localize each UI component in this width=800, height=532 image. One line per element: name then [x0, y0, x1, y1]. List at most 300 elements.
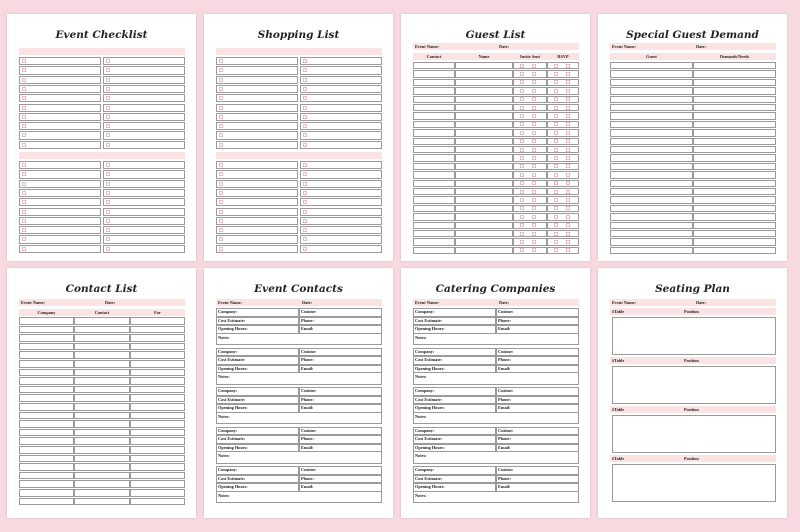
table-cell[interactable] — [413, 213, 455, 220]
list-line[interactable] — [103, 245, 185, 253]
table-cell[interactable] — [19, 334, 74, 342]
checkbox-icon[interactable] — [554, 114, 558, 118]
table-cell[interactable] — [693, 230, 776, 237]
list-line[interactable] — [300, 161, 382, 169]
list-line[interactable] — [103, 57, 185, 65]
checkbox-icon[interactable] — [520, 80, 524, 84]
checkbox-icon[interactable] — [532, 114, 536, 118]
checkbox-icon[interactable] — [554, 164, 558, 168]
checkbox-icon[interactable] — [106, 228, 110, 232]
checkbox-icon[interactable] — [520, 173, 524, 177]
checkbox-icon[interactable] — [520, 181, 524, 185]
list-line[interactable] — [300, 113, 382, 121]
list-line[interactable] — [300, 66, 382, 74]
checkbox-icon[interactable] — [106, 106, 110, 110]
table-cell[interactable] — [547, 70, 579, 77]
checkbox-icon[interactable] — [566, 164, 570, 168]
table-cell[interactable] — [74, 317, 130, 325]
list-line[interactable] — [19, 189, 101, 197]
checkbox-icon[interactable] — [303, 68, 307, 72]
checkbox-icon[interactable] — [303, 191, 307, 195]
list-line[interactable] — [19, 235, 101, 243]
list-line[interactable] — [19, 161, 101, 169]
table-cell[interactable] — [513, 238, 547, 245]
list-line[interactable] — [103, 104, 185, 112]
list-line[interactable] — [300, 170, 382, 178]
table-cell[interactable] — [413, 79, 455, 86]
checkbox-icon[interactable] — [219, 182, 223, 186]
checkbox-icon[interactable] — [554, 206, 558, 210]
list-line[interactable] — [19, 66, 101, 74]
checkbox-icon[interactable] — [566, 97, 570, 101]
checkbox-icon[interactable] — [566, 122, 570, 126]
checkbox-icon[interactable] — [520, 64, 524, 68]
table-cell[interactable] — [513, 230, 547, 237]
table-cell[interactable] — [513, 104, 547, 111]
table-cell[interactable] — [610, 104, 693, 111]
table-cell[interactable] — [19, 394, 74, 402]
checkbox-icon[interactable] — [219, 87, 223, 91]
checkbox-icon[interactable] — [219, 163, 223, 167]
table-cell[interactable] — [413, 238, 455, 245]
checkbox-icon[interactable] — [520, 223, 524, 227]
checkbox-icon[interactable] — [520, 114, 524, 118]
table-cell[interactable] — [547, 121, 579, 128]
list-line[interactable] — [103, 189, 185, 197]
list-line[interactable] — [216, 170, 298, 178]
checkbox-icon[interactable] — [303, 200, 307, 204]
table-cell[interactable] — [455, 129, 513, 136]
table-cell[interactable] — [547, 96, 579, 103]
table-cell[interactable] — [19, 326, 74, 334]
table-cell[interactable] — [413, 163, 455, 170]
list-line[interactable] — [216, 208, 298, 216]
table-cell[interactable] — [513, 79, 547, 86]
table-cell[interactable] — [610, 129, 693, 136]
checkbox-icon[interactable] — [532, 97, 536, 101]
checkbox-icon[interactable] — [22, 96, 26, 100]
table-cell[interactable] — [455, 96, 513, 103]
checkbox-icon[interactable] — [106, 143, 110, 147]
table-cell[interactable] — [413, 70, 455, 77]
checkbox-icon[interactable] — [520, 139, 524, 143]
table-cell[interactable] — [693, 104, 776, 111]
table-cell[interactable] — [455, 121, 513, 128]
table-cell[interactable] — [610, 205, 693, 212]
table-cell[interactable] — [513, 121, 547, 128]
table-cell[interactable] — [19, 480, 74, 488]
table-cell[interactable] — [74, 429, 130, 437]
checkbox-icon[interactable] — [106, 163, 110, 167]
table-cell[interactable] — [130, 472, 185, 480]
table-cell[interactable] — [74, 360, 130, 368]
checkbox-icon[interactable] — [566, 181, 570, 185]
checkbox-icon[interactable] — [106, 200, 110, 204]
table-cell[interactable] — [130, 489, 185, 497]
table-cell[interactable] — [547, 104, 579, 111]
table-cell[interactable] — [413, 146, 455, 153]
checkbox-icon[interactable] — [219, 191, 223, 195]
table-cell[interactable] — [610, 87, 693, 94]
checkbox-icon[interactable] — [520, 97, 524, 101]
checkbox-icon[interactable] — [22, 143, 26, 147]
checkbox-icon[interactable] — [520, 164, 524, 168]
table-cell[interactable] — [413, 196, 455, 203]
checkbox-icon[interactable] — [554, 248, 558, 252]
table-cell[interactable] — [513, 154, 547, 161]
table-cell[interactable] — [455, 213, 513, 220]
table-cell[interactable] — [19, 420, 74, 428]
table-cell[interactable] — [547, 163, 579, 170]
table-cell[interactable] — [74, 394, 130, 402]
table-cell[interactable] — [547, 112, 579, 119]
checkbox-icon[interactable] — [303, 247, 307, 251]
table-cell[interactable] — [693, 96, 776, 103]
table-cell[interactable] — [130, 455, 185, 463]
checkbox-icon[interactable] — [303, 163, 307, 167]
table-cell[interactable] — [19, 463, 74, 471]
checkbox-icon[interactable] — [566, 223, 570, 227]
checkbox-icon[interactable] — [520, 156, 524, 160]
checkbox-icon[interactable] — [219, 133, 223, 137]
checkbox-icon[interactable] — [106, 124, 110, 128]
table-cell[interactable] — [455, 222, 513, 229]
checkbox-icon[interactable] — [554, 89, 558, 93]
table-cell[interactable] — [513, 247, 547, 254]
checkbox-icon[interactable] — [303, 59, 307, 63]
table-cell[interactable] — [547, 129, 579, 136]
table-cell[interactable] — [130, 369, 185, 377]
checkbox-icon[interactable] — [219, 247, 223, 251]
table-cell[interactable] — [413, 188, 455, 195]
list-line[interactable] — [216, 131, 298, 139]
table-cell[interactable] — [455, 154, 513, 161]
table-cell[interactable] — [513, 213, 547, 220]
checkbox-icon[interactable] — [219, 115, 223, 119]
table-cell[interactable] — [413, 87, 455, 94]
checkbox-icon[interactable] — [303, 228, 307, 232]
list-line[interactable] — [216, 141, 298, 149]
checkbox-icon[interactable] — [22, 237, 26, 241]
list-line[interactable] — [216, 76, 298, 84]
table-cell[interactable] — [513, 163, 547, 170]
table-cell[interactable] — [455, 205, 513, 212]
table-cell[interactable] — [513, 129, 547, 136]
table-cell[interactable] — [693, 188, 776, 195]
list-line[interactable] — [300, 57, 382, 65]
table-cell[interactable] — [74, 412, 130, 420]
table-cell[interactable] — [413, 138, 455, 145]
checkbox-icon[interactable] — [554, 156, 558, 160]
list-line[interactable] — [216, 198, 298, 206]
table-cell[interactable] — [130, 446, 185, 454]
seating-box[interactable] — [612, 366, 776, 404]
checkbox-icon[interactable] — [554, 148, 558, 152]
checkbox-icon[interactable] — [566, 215, 570, 219]
list-line[interactable] — [103, 235, 185, 243]
checkbox-icon[interactable] — [106, 210, 110, 214]
checkbox-icon[interactable] — [520, 248, 524, 252]
table-cell[interactable] — [455, 163, 513, 170]
table-cell[interactable] — [610, 96, 693, 103]
table-cell[interactable] — [130, 480, 185, 488]
table-cell[interactable] — [74, 480, 130, 488]
checkbox-icon[interactable] — [554, 190, 558, 194]
checkbox-icon[interactable] — [554, 215, 558, 219]
table-cell[interactable] — [547, 87, 579, 94]
table-cell[interactable] — [130, 429, 185, 437]
table-cell[interactable] — [455, 196, 513, 203]
checkbox-icon[interactable] — [303, 219, 307, 223]
list-line[interactable] — [216, 226, 298, 234]
table-cell[interactable] — [19, 437, 74, 445]
checkbox-icon[interactable] — [219, 96, 223, 100]
checkbox-icon[interactable] — [566, 139, 570, 143]
table-cell[interactable] — [693, 171, 776, 178]
checkbox-icon[interactable] — [106, 96, 110, 100]
table-cell[interactable] — [130, 360, 185, 368]
table-cell[interactable] — [693, 213, 776, 220]
checkbox-icon[interactable] — [532, 106, 536, 110]
checkbox-icon[interactable] — [219, 200, 223, 204]
checkbox-icon[interactable] — [566, 148, 570, 152]
checkbox-icon[interactable] — [532, 148, 536, 152]
checkbox-icon[interactable] — [532, 156, 536, 160]
table-cell[interactable] — [413, 205, 455, 212]
list-line[interactable] — [300, 104, 382, 112]
checkbox-icon[interactable] — [566, 240, 570, 244]
checkbox-icon[interactable] — [532, 206, 536, 210]
checkbox-icon[interactable] — [219, 78, 223, 82]
checkbox-icon[interactable] — [532, 190, 536, 194]
table-cell[interactable] — [610, 154, 693, 161]
table-cell[interactable] — [74, 386, 130, 394]
table-cell[interactable] — [513, 205, 547, 212]
list-line[interactable] — [103, 113, 185, 121]
checkbox-icon[interactable] — [532, 198, 536, 202]
checkbox-icon[interactable] — [106, 237, 110, 241]
table-cell[interactable] — [693, 180, 776, 187]
table-cell[interactable] — [610, 138, 693, 145]
list-line[interactable] — [19, 226, 101, 234]
table-cell[interactable] — [413, 247, 455, 254]
list-line[interactable] — [19, 141, 101, 149]
list-line[interactable] — [103, 161, 185, 169]
checkbox-icon[interactable] — [554, 232, 558, 236]
table-cell[interactable] — [513, 70, 547, 77]
table-cell[interactable] — [455, 112, 513, 119]
table-cell[interactable] — [74, 489, 130, 497]
table-cell[interactable] — [547, 154, 579, 161]
checkbox-icon[interactable] — [303, 78, 307, 82]
checkbox-icon[interactable] — [106, 87, 110, 91]
table-cell[interactable] — [693, 138, 776, 145]
checkbox-icon[interactable] — [106, 78, 110, 82]
checkbox-icon[interactable] — [219, 106, 223, 110]
table-cell[interactable] — [130, 498, 185, 506]
checkbox-icon[interactable] — [22, 191, 26, 195]
checkbox-icon[interactable] — [303, 106, 307, 110]
table-cell[interactable] — [513, 87, 547, 94]
checkbox-icon[interactable] — [566, 106, 570, 110]
table-cell[interactable] — [693, 129, 776, 136]
table-cell[interactable] — [547, 188, 579, 195]
table-cell[interactable] — [19, 343, 74, 351]
checkbox-icon[interactable] — [532, 240, 536, 244]
table-cell[interactable] — [455, 62, 513, 69]
checkbox-icon[interactable] — [106, 59, 110, 63]
table-cell[interactable] — [413, 129, 455, 136]
list-line[interactable] — [103, 217, 185, 225]
table-cell[interactable] — [513, 112, 547, 119]
checkbox-icon[interactable] — [106, 219, 110, 223]
checkbox-icon[interactable] — [22, 228, 26, 232]
checkbox-icon[interactable] — [22, 115, 26, 119]
checkbox-icon[interactable] — [303, 124, 307, 128]
table-cell[interactable] — [693, 154, 776, 161]
table-cell[interactable] — [693, 112, 776, 119]
table-cell[interactable] — [610, 112, 693, 119]
checkbox-icon[interactable] — [554, 181, 558, 185]
table-cell[interactable] — [610, 222, 693, 229]
checkbox-icon[interactable] — [106, 172, 110, 176]
table-cell[interactable] — [130, 463, 185, 471]
list-line[interactable] — [216, 180, 298, 188]
checkbox-icon[interactable] — [566, 198, 570, 202]
table-cell[interactable] — [610, 180, 693, 187]
list-line[interactable] — [216, 85, 298, 93]
table-cell[interactable] — [413, 96, 455, 103]
list-line[interactable] — [19, 180, 101, 188]
checkbox-icon[interactable] — [520, 206, 524, 210]
list-line[interactable] — [216, 245, 298, 253]
checkbox-icon[interactable] — [520, 106, 524, 110]
table-cell[interactable] — [455, 230, 513, 237]
table-cell[interactable] — [513, 196, 547, 203]
list-line[interactable] — [216, 57, 298, 65]
list-line[interactable] — [216, 235, 298, 243]
checkbox-icon[interactable] — [566, 114, 570, 118]
table-cell[interactable] — [130, 343, 185, 351]
list-line[interactable] — [300, 85, 382, 93]
table-cell[interactable] — [693, 79, 776, 86]
checkbox-icon[interactable] — [532, 248, 536, 252]
checkbox-icon[interactable] — [520, 198, 524, 202]
table-cell[interactable] — [19, 489, 74, 497]
list-line[interactable] — [19, 131, 101, 139]
checkbox-icon[interactable] — [303, 237, 307, 241]
table-cell[interactable] — [547, 138, 579, 145]
table-cell[interactable] — [693, 121, 776, 128]
seating-box[interactable] — [612, 464, 776, 502]
table-cell[interactable] — [455, 188, 513, 195]
checkbox-icon[interactable] — [566, 173, 570, 177]
checkbox-icon[interactable] — [566, 131, 570, 135]
list-line[interactable] — [19, 104, 101, 112]
checkbox-icon[interactable] — [22, 87, 26, 91]
table-cell[interactable] — [130, 317, 185, 325]
list-line[interactable] — [19, 122, 101, 130]
list-line[interactable] — [300, 131, 382, 139]
table-cell[interactable] — [455, 79, 513, 86]
list-line[interactable] — [19, 76, 101, 84]
list-line[interactable] — [216, 161, 298, 169]
table-cell[interactable] — [413, 180, 455, 187]
table-cell[interactable] — [455, 70, 513, 77]
table-cell[interactable] — [19, 498, 74, 506]
table-cell[interactable] — [19, 472, 74, 480]
checkbox-icon[interactable] — [520, 240, 524, 244]
checkbox-icon[interactable] — [554, 122, 558, 126]
table-cell[interactable] — [547, 222, 579, 229]
table-cell[interactable] — [547, 196, 579, 203]
table-cell[interactable] — [19, 446, 74, 454]
checkbox-icon[interactable] — [520, 89, 524, 93]
checkbox-icon[interactable] — [566, 190, 570, 194]
table-cell[interactable] — [130, 412, 185, 420]
checkbox-icon[interactable] — [566, 248, 570, 252]
checkbox-icon[interactable] — [554, 97, 558, 101]
table-cell[interactable] — [130, 351, 185, 359]
table-cell[interactable] — [74, 343, 130, 351]
table-cell[interactable] — [610, 213, 693, 220]
checkbox-icon[interactable] — [532, 232, 536, 236]
table-cell[interactable] — [19, 386, 74, 394]
list-line[interactable] — [216, 94, 298, 102]
list-line[interactable] — [19, 208, 101, 216]
checkbox-icon[interactable] — [566, 232, 570, 236]
checkbox-icon[interactable] — [532, 223, 536, 227]
checkbox-icon[interactable] — [532, 89, 536, 93]
checkbox-icon[interactable] — [554, 80, 558, 84]
table-cell[interactable] — [693, 146, 776, 153]
table-cell[interactable] — [74, 334, 130, 342]
checkbox-icon[interactable] — [219, 172, 223, 176]
table-cell[interactable] — [693, 247, 776, 254]
table-cell[interactable] — [455, 87, 513, 94]
table-cell[interactable] — [513, 188, 547, 195]
table-cell[interactable] — [130, 326, 185, 334]
table-cell[interactable] — [513, 171, 547, 178]
checkbox-icon[interactable] — [532, 122, 536, 126]
checkbox-icon[interactable] — [303, 96, 307, 100]
list-line[interactable] — [103, 208, 185, 216]
checkbox-icon[interactable] — [303, 143, 307, 147]
checkbox-icon[interactable] — [303, 182, 307, 186]
list-line[interactable] — [103, 131, 185, 139]
checkbox-icon[interactable] — [106, 115, 110, 119]
checkbox-icon[interactable] — [106, 191, 110, 195]
table-cell[interactable] — [610, 79, 693, 86]
list-line[interactable] — [300, 226, 382, 234]
list-line[interactable] — [300, 94, 382, 102]
table-cell[interactable] — [74, 403, 130, 411]
list-line[interactable] — [216, 104, 298, 112]
table-cell[interactable] — [513, 96, 547, 103]
table-cell[interactable] — [130, 403, 185, 411]
table-cell[interactable] — [19, 369, 74, 377]
table-cell[interactable] — [610, 196, 693, 203]
checkbox-icon[interactable] — [554, 72, 558, 76]
list-line[interactable] — [300, 217, 382, 225]
checkbox-icon[interactable] — [22, 59, 26, 63]
checkbox-icon[interactable] — [22, 172, 26, 176]
table-cell[interactable] — [19, 412, 74, 420]
checkbox-icon[interactable] — [532, 64, 536, 68]
table-cell[interactable] — [610, 163, 693, 170]
table-cell[interactable] — [413, 230, 455, 237]
table-cell[interactable] — [547, 247, 579, 254]
